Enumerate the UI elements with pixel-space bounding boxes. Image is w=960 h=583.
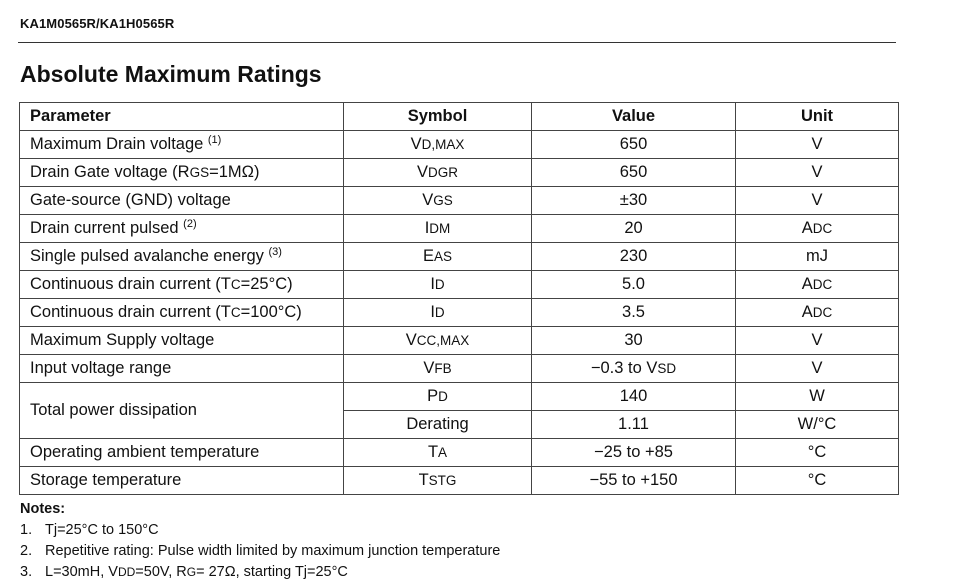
symbol-text: I: [430, 275, 435, 293]
unit-cell: W/°C: [736, 411, 899, 439]
table-row: [20, 187, 899, 215]
column-header-unit: Unit: [736, 103, 899, 131]
symbol-subscript: D: [438, 389, 448, 404]
symbol-cell: [344, 159, 532, 187]
footnote-ref: (2): [183, 218, 197, 230]
value-cell: ±30: [532, 187, 736, 215]
table-row: [20, 467, 899, 495]
note-text: Repetitive rating: Pulse width limited by maximum junction temperature: [45, 543, 501, 559]
parameter-cell: Maximum Supply voltage: [20, 327, 344, 355]
note-item: [20, 562, 500, 583]
symbol-cell: [344, 131, 532, 159]
value-cell: [532, 355, 736, 383]
notes-title: Notes:: [20, 501, 66, 517]
unit-cell: [736, 299, 899, 327]
table-row: [20, 215, 899, 243]
note-number: 3.: [20, 564, 33, 580]
symbol-subscript: A: [438, 445, 448, 460]
unit-cell: V: [736, 327, 899, 355]
table-row: [20, 327, 899, 355]
symbol-cell: [344, 215, 532, 243]
header-divider: [18, 42, 896, 43]
parameter-text-tail: =1MΩ): [209, 163, 260, 181]
document-header-title: KA1M0565R/KA1H0565R: [20, 16, 175, 31]
parameter-text: Continuous drain current (T: [30, 303, 231, 321]
unit-cell: [736, 215, 899, 243]
symbol-subscript: GS: [433, 193, 453, 208]
symbol-cell: [344, 187, 532, 215]
parameter-text: Drain Gate voltage (R: [30, 163, 190, 181]
notes-section: [20, 499, 500, 583]
symbol-text: T: [418, 471, 429, 489]
column-header-value: Value: [532, 103, 736, 131]
value-cell: −25 to +85: [532, 439, 736, 467]
parameter-cell: Input voltage range: [20, 355, 344, 383]
unit-cell: °C: [736, 439, 899, 467]
value-cell: 1.11: [532, 411, 736, 439]
column-header-symbol: Symbol: [344, 103, 532, 131]
parameter-cell: Storage temperature: [20, 467, 344, 495]
table-row: [20, 355, 899, 383]
parameter-subscript: C: [230, 277, 241, 292]
footnote-ref: (1): [207, 134, 222, 146]
unit-cell: mJ: [736, 243, 899, 271]
note-item: [20, 541, 500, 562]
note-text: =50V, R: [135, 564, 187, 580]
symbol-text: E: [422, 247, 434, 265]
parameter-cell: [20, 299, 344, 327]
symbol-text: I: [424, 219, 430, 237]
unit-cell: V: [736, 187, 899, 215]
table-row: [20, 271, 899, 299]
note-text: L=30mH, V: [45, 564, 118, 580]
symbol-text: V: [405, 331, 417, 349]
parameter-text: Single pulsed avalanche energy: [30, 247, 269, 265]
unit-cell: [736, 271, 899, 299]
symbol-cell: [344, 467, 532, 495]
unit-cell: V: [736, 159, 899, 187]
value-cell: −55 to +150: [532, 467, 736, 495]
symbol-cell: [344, 271, 532, 299]
note-item: [20, 520, 500, 541]
parameter-cell: [20, 215, 344, 243]
value-cell: 230: [532, 243, 736, 271]
value-cell: 3.5: [532, 299, 736, 327]
symbol-subscript: D,MAX: [421, 137, 465, 152]
parameter-cell: [20, 159, 344, 187]
symbol-cell: [344, 383, 532, 411]
symbol-cell: [344, 299, 532, 327]
table-row: [20, 383, 899, 411]
note-subscript: DD: [117, 565, 136, 579]
symbol-text: P: [427, 387, 439, 405]
note-subscript: G: [186, 565, 197, 579]
symbol-text: V: [410, 135, 422, 153]
value-cell: 650: [532, 131, 736, 159]
symbol-text: T: [427, 443, 439, 461]
table-row: [20, 243, 899, 271]
absolute-maximum-ratings-table: [19, 102, 899, 495]
symbol-subscript: CC,MAX: [416, 333, 470, 348]
parameter-cell: Total power dissipation: [20, 383, 344, 439]
unit-text: A: [801, 275, 813, 293]
symbol-text: V: [422, 191, 434, 209]
note-text: Tj=25°C to 150°C: [45, 522, 159, 538]
column-header-parameter: Parameter: [20, 103, 344, 131]
unit-cell: °C: [736, 467, 899, 495]
parameter-text-tail: =25°C): [240, 275, 293, 293]
parameter-subscript: GS: [189, 165, 210, 180]
unit-cell: V: [736, 355, 899, 383]
symbol-subscript: FB: [434, 361, 452, 376]
value-cell: 20: [532, 215, 736, 243]
note-text: = 27Ω, starting Tj=25°C: [196, 564, 348, 580]
symbol-text: V: [416, 163, 428, 181]
symbol-subscript: DGR: [428, 165, 458, 180]
unit-text: A: [801, 303, 813, 321]
table-row: [20, 299, 899, 327]
symbol-subscript: DM: [429, 221, 451, 236]
symbol-subscript: STG: [428, 473, 457, 488]
symbol-cell: [344, 327, 532, 355]
symbol-cell: [344, 355, 532, 383]
unit-subscript: DC: [812, 221, 833, 236]
value-cell: 30: [532, 327, 736, 355]
unit-cell: W: [736, 383, 899, 411]
parameter-cell: [20, 243, 344, 271]
value-text: −0.3 to V: [590, 359, 658, 377]
section-title: Absolute Maximum Ratings: [20, 61, 322, 87]
unit-text: A: [801, 219, 813, 237]
parameter-text: Drain current pulsed: [30, 219, 184, 237]
parameter-cell: Operating ambient temperature: [20, 439, 344, 467]
symbol-cell: [344, 243, 532, 271]
symbol-subscript: D: [434, 277, 445, 292]
parameter-text-tail: =100°C): [240, 303, 302, 321]
value-cell: 5.0: [532, 271, 736, 299]
footnote-ref: (3): [268, 246, 282, 258]
parameter-text: Continuous drain current (T: [30, 275, 231, 293]
value-cell: 140: [532, 383, 736, 411]
table-header-row: [20, 103, 899, 131]
unit-subscript: DC: [812, 277, 833, 292]
note-number: 2.: [20, 543, 33, 559]
symbol-text: V: [423, 359, 435, 377]
note-number: 1.: [20, 522, 33, 538]
symbol-subscript: D: [434, 305, 445, 320]
table-row: [20, 131, 899, 159]
value-subscript: SD: [657, 361, 677, 376]
parameter-cell: [20, 131, 344, 159]
table-row: [20, 159, 899, 187]
value-cell: 650: [532, 159, 736, 187]
symbol-cell: [344, 439, 532, 467]
symbol-cell: Derating: [344, 411, 532, 439]
unit-subscript: DC: [812, 305, 833, 320]
unit-cell: V: [736, 131, 899, 159]
symbol-subscript: AS: [434, 249, 453, 264]
table-row: [20, 439, 899, 467]
symbol-text: I: [430, 303, 435, 321]
parameter-subscript: C: [230, 305, 241, 320]
parameter-cell: [20, 271, 344, 299]
parameter-cell: Gate-source (GND) voltage: [20, 187, 344, 215]
parameter-text: Maximum Drain voltage: [30, 135, 208, 153]
